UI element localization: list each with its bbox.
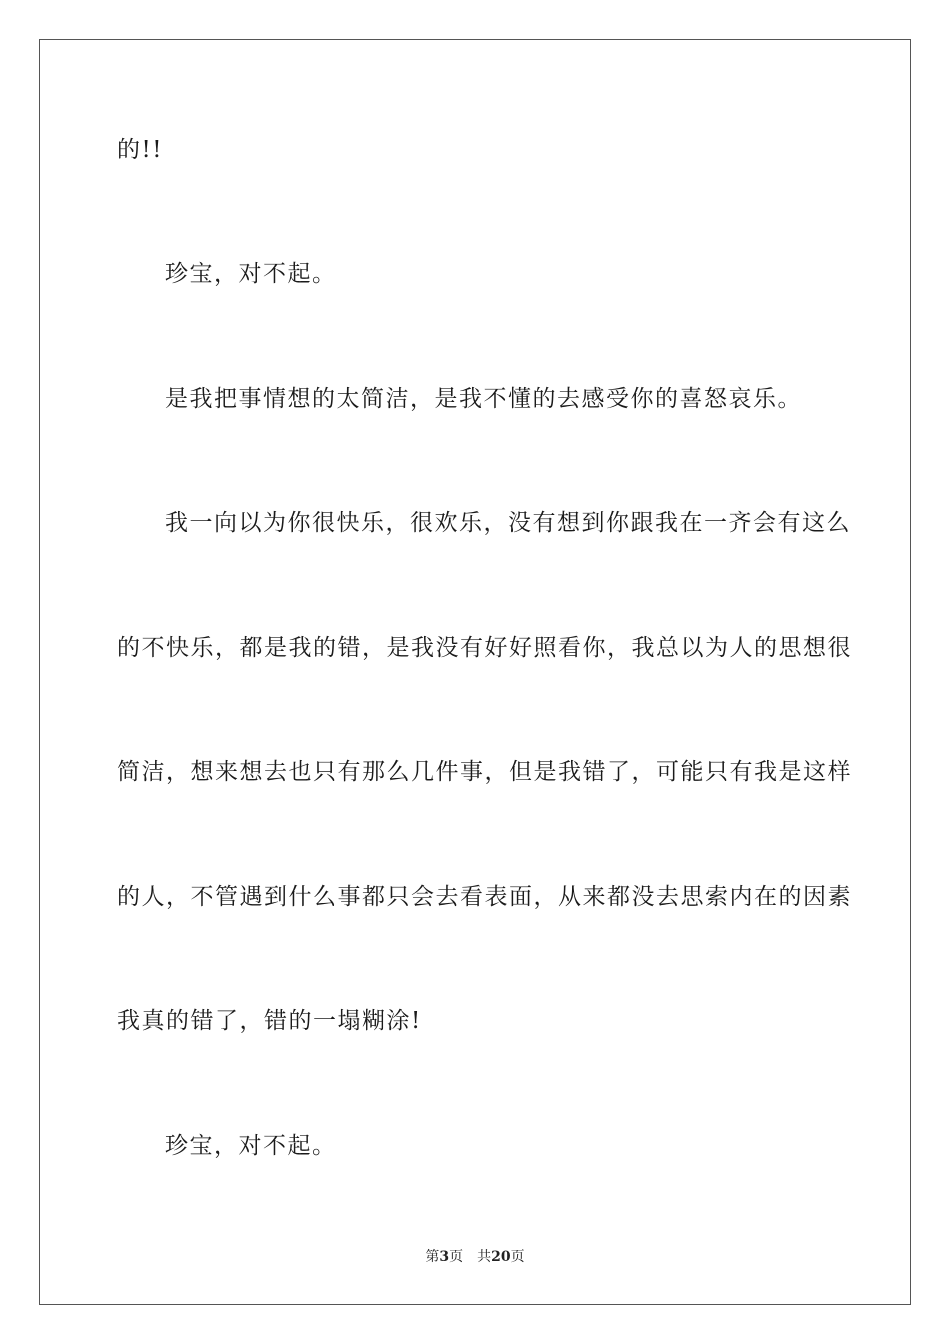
text-line-7: 的人，不管遇到什么事都只会去看表面，从来都没去思索内在的因素 xyxy=(117,884,852,910)
total-pages: 20 xyxy=(491,1249,511,1265)
text-line-9: 珍宝，对不起。 xyxy=(165,1133,337,1159)
total-suffix: 页 xyxy=(510,1249,525,1265)
total-prefix: 共 xyxy=(477,1249,492,1265)
page-border xyxy=(39,39,911,1305)
page-suffix: 页 xyxy=(449,1249,464,1265)
text-line-4: 我一向以为你很快乐，很欢乐，没有想到你跟我在一齐会有这么 xyxy=(165,510,851,536)
text-line-5: 的不快乐，都是我的错，是我没有好好照看你，我总以为人的思想很 xyxy=(117,635,852,661)
page-number: 3 xyxy=(439,1249,450,1265)
page-footer xyxy=(0,1248,950,1266)
page-prefix: 第 xyxy=(425,1249,440,1265)
text-line-1: 的!! xyxy=(117,137,163,163)
text-line-2: 珍宝，对不起。 xyxy=(165,261,337,287)
text-line-6: 简洁，想来想去也只有那么几件事，但是我错了，可能只有我是这样 xyxy=(117,759,852,785)
text-line-8: 我真的错了，错的一塌糊涂! xyxy=(117,1008,422,1034)
text-line-3: 是我把事情想的太简洁，是我不懂的去感受你的喜怒哀乐。 xyxy=(165,386,802,412)
